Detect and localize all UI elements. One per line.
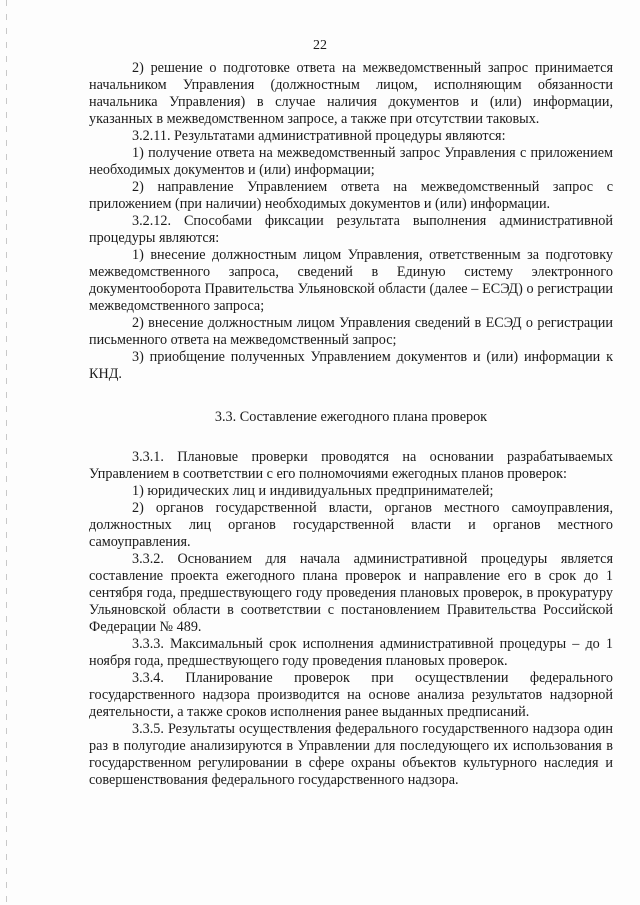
paragraph: 1) юридических лиц и индивидуальных предпринимателей;	[132, 483, 494, 499]
section-heading: 3.3. Составление ежегодного плана проверок	[214, 409, 488, 425]
document-body	[89, 60, 613, 789]
paragraph: 3.2.11. Результатами административной процедуры являются:	[132, 128, 506, 144]
paragraph: 2) органов государственной власти, органов местного самоуправления, должностных лиц органов государственной власти и органов местного самоуправления.	[89, 500, 613, 550]
paragraph: 3.3.1. Плановые проверки проводятся на основании разрабатываемых Управлением в соответствии с его полномочиями ежегодных планов проверок:	[89, 449, 613, 482]
paragraph: 3.3.4. Планирование проверок при осуществлении федерального государственного надзора производится на основе анализа результатов надзорной деятельности, а также сроков исполнения ранее выданных предписаний.	[89, 670, 613, 720]
paragraph: 2) решение о подготовке ответа на межведомственный запрос принимается начальником Управления (должностным лицом, исполняющим обязанности начальника Управления) в случае наличия документов и (или) информации, указанных в межведомственном запросе, а также при отсутствии таковых.	[89, 60, 613, 127]
paragraph: 1) внесение должностным лицом Управления, ответственным за подготовку межведомственного запроса, сведений в Единую систему электронного документооборота Правительства Ульяновской области (далее – ЕСЭД) о регистрации межведомственного запроса;	[89, 247, 613, 314]
paragraph: 3) приобщение полученных Управлением документов и (или) информации к КНД.	[89, 349, 613, 382]
paragraph: 3.3.5. Результаты осуществления федерального государственного надзора один раз в полугодие анализируются в Управлении для последующего их использования в государственном регулировании в сфере охраны объектов культурного наследия и совершенствования федерального государственного надзора.	[89, 721, 613, 788]
page-edge-decoration	[6, 0, 7, 905]
page-number: 22	[313, 38, 327, 53]
paragraph: 2) внесение должностным лицом Управления сведений в ЕСЭД о регистрации письменного ответа на межведомственный запрос;	[89, 315, 613, 348]
paragraph: 3.2.12. Способами фиксации результата выполнения административной процедуры являются:	[89, 213, 613, 246]
paragraph: 2) направление Управлением ответа на межведомственный запрос с приложением (при наличии) необходимых документов и (или) информации.	[89, 179, 613, 212]
paragraph: 3.3.2. Основанием для начала административной процедуры является составление проекта ежегодного плана проверок и направление его в срок до 1 сентября года, предшествующего году проведения плановых проверок, в прокуратуру Ульяновской области в соответствии с постановлением Правительства Российской Федерации № 489.	[89, 551, 613, 635]
paragraph: 1) получение ответа на межведомственный запрос Управления с приложением необходимых документов и (или) информации;	[89, 145, 613, 178]
paragraph: 3.3.3. Максимальный срок исполнения административной процедуры – до 1 ноября года, предшествующего году проведения плановых проверок.	[89, 636, 613, 669]
